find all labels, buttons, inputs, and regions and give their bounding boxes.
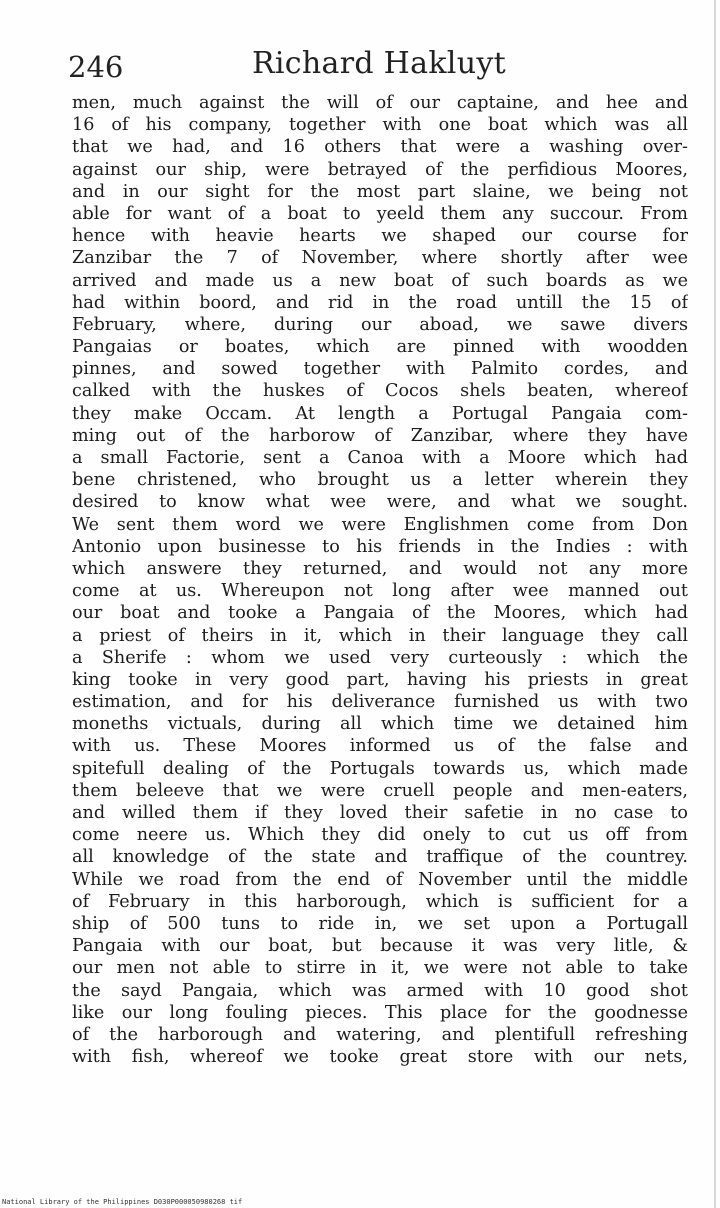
scan-footer-label: National Library of the Philippines D030P000050980268 tif [2, 1198, 243, 1206]
text-line: with fish, whereof we tooke great store with our nets, [72, 1047, 688, 1068]
page-number: 246 [68, 50, 124, 84]
text-line: estimation, and for his deliverance furnished us with two [72, 692, 688, 713]
page-edge-line [714, 0, 716, 1208]
text-line: of the harborough and watering, and plentifull refreshing [72, 1024, 688, 1045]
text-line: We sent them word we were Englishmen come from Don [72, 514, 688, 535]
text-line: had within boord, and rid in the road untill the 15 of [72, 292, 688, 313]
text-line: come at us. Whereupon not long after wee manned out [72, 581, 688, 602]
text-line: them beleeve that we were cruell people and men-eaters, [72, 780, 688, 801]
text-line: Zanzibar the 7 of November, where shortly after wee [72, 248, 688, 269]
text-line: all knowledge of the state and traffique of the countrey. [72, 847, 688, 868]
text-line: a priest of theirs in it, which in their language they call [72, 625, 688, 646]
text-line: men, much against the will of our captaine, and hee and [72, 93, 688, 113]
text-line: with us. These Moores informed us of the false and [72, 736, 688, 757]
text-line: desired to know what wee were, and what we sought. [72, 492, 688, 513]
text-line: our boat and tooke a Pangaia of the Moores, which had [72, 603, 688, 624]
text-line: that we had, and 16 others that were a washing over- [72, 137, 688, 158]
text-line: ming out of the harborow of Zanzibar, where they have [72, 425, 688, 446]
text-line: which answere they returned, and would not any more [72, 558, 688, 579]
text-line: of February in this harborough, which is sufficient for a [72, 891, 688, 912]
text-line: spitefull dealing of the Portugals towards us, which made [72, 758, 688, 779]
text-line: Pangaia with our boat, but because it was very litle, & [72, 936, 688, 957]
text-line: against our ship, were betrayed of the perfidious Moores, [72, 159, 688, 180]
text-line: 16 of his company, together with one boat which was all [72, 115, 688, 136]
text-line: like our long fouling pieces. This place for the goodnesse [72, 1002, 688, 1023]
page-header [68, 44, 688, 88]
text-line: come neere us. Which they did onely to cut us off from [72, 825, 688, 846]
text-line: Pangaias or boates, which are pinned with woodden [72, 337, 688, 358]
text-line: and willed them if they loved their safetie in no case to [72, 803, 688, 823]
running-title: Richard Hakluyt [252, 46, 506, 81]
text-line: pinnes, and sowed together with Palmito cordes, and [72, 359, 688, 380]
text-line: able for want of a boat to yeeld them any succour. From [72, 203, 688, 224]
text-line: a Sherife : whom we used very curteously : which the [72, 647, 688, 668]
text-line: ship of 500 tuns to ride in, we set upon a Portugall [72, 913, 688, 934]
text-line: arrived and made us a new boat of such boards as we [72, 270, 688, 291]
text-line: calked with the huskes of Cocos shels beaten, whereof [72, 381, 688, 402]
body-text [72, 92, 688, 1068]
text-line: While we road from the end of November until the middle [72, 869, 688, 890]
text-line: and in our sight for the most part slaine, we being not [72, 181, 688, 202]
text-line: hence with heavie hearts we shaped our course for [72, 226, 688, 247]
text-line: our men not able to stirre in it, we were not able to take [72, 958, 688, 979]
text-line: bene christened, who brought us a letter wherein they [72, 470, 688, 491]
text-line: February, where, during our aboad, we sawe divers [72, 314, 688, 335]
text-line: the sayd Pangaia, which was armed with 10 good shot [72, 980, 688, 1001]
text-line: a small Factorie, sent a Canoa with a Moore which had [72, 448, 688, 468]
text-line: king tooke in very good part, having his priests in great [72, 669, 688, 690]
text-line: moneths victuals, during all which time we detained him [72, 714, 688, 735]
text-line: they make Occam. At length a Portugal Pangaia com- [72, 403, 688, 424]
text-line: Antonio upon businesse to his friends in the Indies : with [72, 536, 688, 557]
